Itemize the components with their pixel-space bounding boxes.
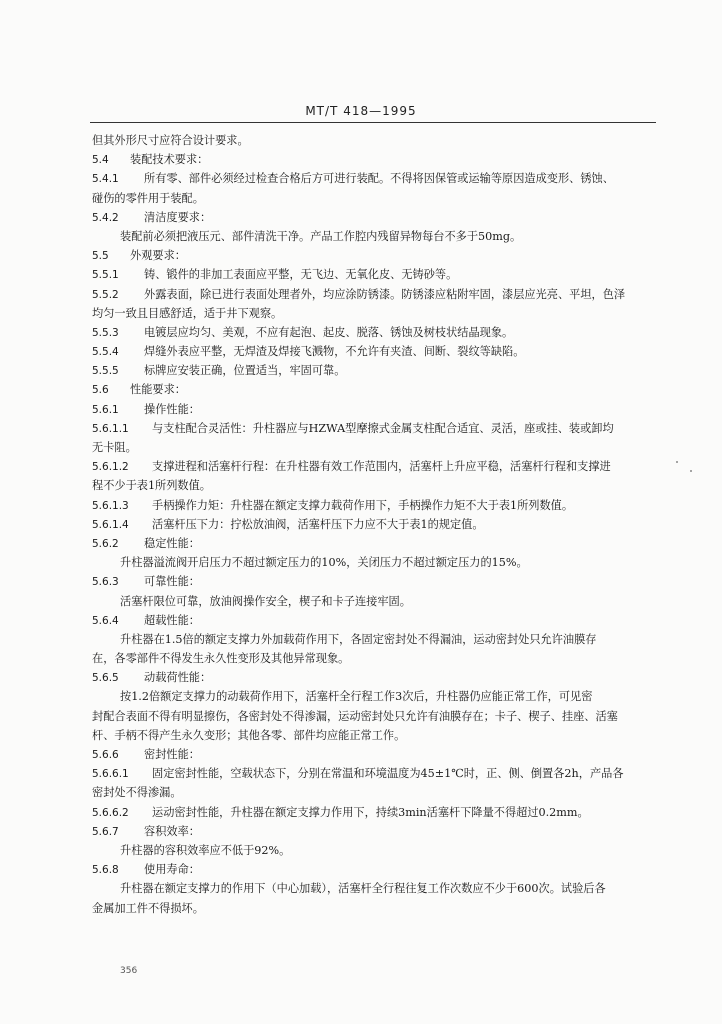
scan-artifact (690, 470, 692, 472)
text-line (92, 649, 658, 668)
clause-text: 装配技术要求： (130, 153, 209, 167)
clause-number: 5.5.5 (92, 365, 119, 378)
clause-text: 按1.2倍额定支撑力的动载荷作用下，活塞杆全行程工作3次后，升柱器仍应能正常工作，可见密 (120, 690, 593, 704)
clause-number: 5.6.6.1 (92, 768, 129, 781)
clause-text: 装配前必须把液压元、部件清洗干净。产品工作腔内残留异物每台不多于50mg。 (120, 229, 522, 243)
header-divider (90, 122, 656, 123)
clause-line (92, 822, 658, 841)
text-line (92, 899, 658, 918)
clause-number: 5.6.3 (92, 576, 119, 589)
clause-line (92, 380, 658, 399)
clause-text: 封配合表面不得有明显擦伤，各密封处不得渗漏，运动密封处只允许有油膜存在；卡子、楔子、挂座、活塞 (92, 709, 618, 723)
clause-number: 5.6.6.2 (92, 806, 129, 819)
clause-text: 外观要求： (130, 249, 186, 263)
clause-number: 5.4.1 (92, 173, 119, 186)
clause-text: 均匀一致且目感舒适，适于井下观察。 (92, 306, 283, 320)
clause-text: 密封处不得渗漏。 (92, 786, 182, 800)
clause-line (92, 246, 658, 265)
clause-number: 5.5.1 (92, 269, 119, 282)
clause-text: 动载荷性能： (144, 671, 212, 685)
text-line (92, 726, 658, 745)
clause-line (92, 285, 658, 304)
clause-text: 铸、锻件的非加工表面应平整，无飞边、无氧化皮、无铸砂等。 (144, 268, 458, 282)
clause-text: 升柱器溢流阀开启压力不超过额定压力的10%，关闭压力不超过额定压力的15%。 (120, 556, 528, 570)
clause-line (92, 764, 658, 783)
clause-line (92, 515, 658, 534)
clause-number: 5.6.6 (92, 749, 119, 761)
clause-number: 5.6.1 (92, 403, 119, 416)
clause-text: 活塞杆压下力：拧松放油阀，活塞杆压下力应不大于表1的规定值。 (152, 517, 484, 531)
clause-line (92, 265, 658, 284)
text-line (92, 687, 658, 706)
clause-text: 程不少于表1所列数值。 (92, 479, 211, 493)
clause-number: 5.6.4 (92, 614, 119, 627)
text-line (92, 304, 658, 323)
clause-line (92, 457, 658, 476)
clause-text: 升柱器在额定支撑力的作用下（中心加载），活塞杆全行程往复工作次数应不少于600次。试验后各 (120, 882, 606, 896)
clause-line (92, 342, 658, 361)
clause-text: 在，各零部件不得发生永久性变形及其他异常现象。 (92, 652, 350, 666)
page-number: 356 (120, 966, 138, 976)
clause-line (92, 668, 658, 687)
clause-text: 运动密封性能，升柱器在额定支撑力作用下，持续3min活塞杆下降量不得超过0.2mm。 (152, 805, 589, 819)
clause-text: 容积效率： (144, 824, 200, 838)
text-line (92, 879, 658, 898)
clause-line (92, 323, 658, 342)
clause-line (92, 745, 658, 764)
clause-number: 5.6 (92, 384, 109, 397)
text-line (92, 189, 658, 208)
clause-text: 标牌应安装正确，位置适当，牢固可靠。 (144, 364, 346, 378)
clause-text: 稳定性能： (144, 536, 200, 550)
clause-text: 电镀层应均匀、美观，不应有起泡、起皮、脱落、锈蚀及树枝状结晶现象。 (144, 325, 514, 339)
clause-line (92, 572, 658, 591)
clause-text: 密封性能： (144, 748, 200, 761)
standard-code-header: MT/T 418—1995 (305, 104, 417, 118)
text-line (92, 630, 658, 649)
clause-text: 使用寿命： (144, 863, 200, 877)
clause-line (92, 169, 658, 188)
clause-number: 5.5 (92, 250, 109, 263)
clause-number: 5.6.2 (92, 537, 119, 550)
clause-number: 5.6.1.4 (92, 518, 129, 531)
clause-text: 清洁度要求： (144, 210, 212, 224)
text-line (92, 841, 658, 860)
clause-number: 5.6.8 (92, 864, 119, 877)
clause-number: 5.6.1.1 (92, 422, 129, 435)
clause-text: 外露表面，除已进行表面处理者外，均应涂防锈漆。防锈漆应粘附牢固，漆层应光亮、平坦，色泽 (144, 287, 626, 301)
clause-line (92, 150, 658, 169)
clause-line (92, 803, 658, 822)
clause-text: 支撑进程和活塞杆行程：在升柱器有效工作范围内，活塞杆上升应平稳，活塞杆行程和支撑进 (152, 460, 611, 474)
text-line (92, 553, 658, 572)
clause-line (92, 419, 658, 438)
clause-text: 所有零、部件必须经过检查合格后方可进行装配。不得将因保管或运输等原因造成变形、锈蚀、 (144, 172, 614, 186)
clause-number: 5.4 (92, 154, 109, 167)
clause-text: 无卡阻。 (92, 441, 137, 454)
clause-line (92, 400, 658, 419)
text-line (92, 707, 658, 726)
clause-line (92, 496, 658, 515)
clause-line (92, 208, 658, 227)
scan-artifact (676, 461, 678, 463)
text-line (92, 131, 658, 150)
clause-text: 超载性能： (144, 613, 200, 627)
clause-line (92, 534, 658, 553)
clause-number: 5.6.1.2 (92, 461, 129, 474)
clause-text: 但其外形尺寸应符合设计要求。 (92, 134, 249, 147)
clause-line (92, 611, 658, 630)
clause-text: 杆、手柄不得产生永久变形；其他各零、部件均应能正常工作。 (92, 728, 406, 742)
clause-text: 手柄操作力矩：升柱器在额定支撑力载荷作用下，手柄操作力矩不大于表1所列数值。 (152, 498, 574, 512)
text-line (92, 438, 658, 457)
clause-text: 操作性能： (144, 402, 200, 416)
clause-number: 5.5.3 (92, 326, 119, 339)
clause-text: 升柱器在1.5倍的额定支撑力外加载荷作用下，各固定密封处不得漏油，运动密封处只允许油膜存 (120, 632, 597, 646)
clause-text: 可靠性能： (144, 575, 200, 589)
clause-number: 5.6.1.3 (92, 499, 129, 512)
clause-text: 升柱器的容积效率应不低于92%。 (120, 843, 291, 857)
clause-number: 5.6.7 (92, 825, 119, 838)
clause-text: 固定密封性能，空载状态下，分别在常温和环境温度为45±1℃时，正、侧、倒置各2h，产品各 (152, 767, 624, 781)
clause-text: 性能要求： (130, 383, 186, 397)
clause-text: 活塞杆限位可靠，放油阀操作安全，楔子和卡子连接牢固。 (120, 594, 411, 608)
clause-number: 5.5.2 (92, 288, 119, 301)
text-line (92, 227, 658, 246)
clause-number: 5.6.5 (92, 672, 119, 685)
clause-line (92, 361, 658, 380)
clause-text: 碰伤的零件用于装配。 (92, 191, 204, 205)
clause-line (92, 860, 658, 879)
text-line (92, 592, 658, 611)
text-line (92, 476, 658, 495)
clause-text: 焊缝外表应平整，无焊渣及焊接飞溅物，不允许有夹渣、间断、裂纹等缺陷。 (144, 345, 525, 359)
clause-number: 5.5.4 (92, 346, 119, 359)
text-line (92, 783, 658, 802)
clause-text: 与支柱配合灵活性：升柱器应与HZWA型摩擦式金属支柱配合适宜、灵活，座或挂、装或卸均 (152, 421, 614, 435)
clause-number: 5.4.2 (92, 211, 119, 224)
clause-text: 金属加工件不得损坏。 (92, 901, 204, 915)
document-body (92, 131, 658, 918)
